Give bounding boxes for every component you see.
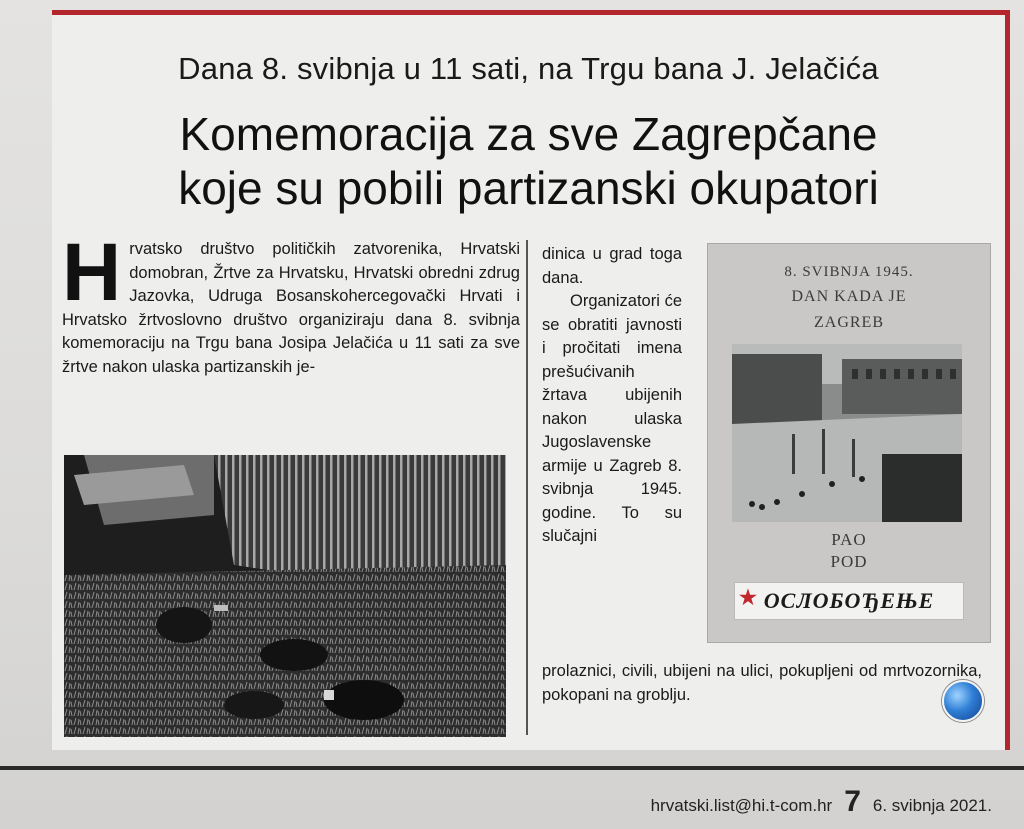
book-cover-line-4: PAO — [831, 530, 867, 549]
book-cover-stamp — [734, 582, 964, 620]
lead-text: rvatsko društvo političkih zatvorenika, Hrvatski domobran, Žrtve za Hrvatsku, Hrvatski obredni zdrug Jazovka, Udruga Bosanskohercegovački Hrvati i Hrvatsko žrtvoslovno društvo organiziraju dana 8. svibnja komemoraciju na Trgu bana Josipa Jelačića u 11 sati za sve žrtve nakon ulaska partizanskih je- — [62, 240, 520, 376]
bottom-text: prolaznici, civili, ubijeni na ulici, pokupljeni od mrtvozornika, pokopani na groblju. — [542, 662, 982, 704]
book-cover-photo — [732, 344, 962, 522]
middle-text-2: Organizatori će se obratiti javnosti i pročitati imena prešućivanih žrtava ubijenih nakon ulaska Jugoslavenske armije u Zagreb 8. svibnja 1945. godine. To su slučajni — [542, 292, 682, 545]
footer-date: 6. svibnja 2021. — [872, 796, 992, 815]
left-column — [62, 227, 520, 379]
archive-photo — [64, 455, 506, 737]
footer-rule — [0, 766, 1024, 770]
book-cover-line-5: POD — [830, 552, 868, 571]
book-cover-line-1: 8. SVIBNJA 1945. — [784, 264, 914, 280]
article-headline — [52, 107, 1005, 215]
bottom-text-block — [542, 660, 982, 707]
article-box — [52, 10, 1010, 750]
page-footer — [651, 785, 992, 819]
drop-cap: H — [62, 227, 122, 318]
red-star-icon: ★ — [739, 587, 758, 609]
lead-paragraph — [62, 227, 520, 379]
middle-text-1: dinica u grad toga dana. — [542, 245, 682, 287]
book-cover-line-2: DAN KADA JE — [791, 288, 907, 305]
footer-page-number: 7 — [844, 785, 861, 818]
globe-icon — [942, 680, 984, 722]
column-divider — [526, 240, 528, 735]
book-cover-line-3: ZAGREB — [814, 314, 884, 331]
footer-email: hrvatski.list@hi.t-com.hr — [650, 796, 833, 815]
middle-column — [542, 243, 682, 549]
book-cover-stamp-text: ОСЛОБОЂЕЊЕ — [763, 588, 935, 613]
headline-line-1: Komemoracija za sve Zagrepčane — [179, 108, 878, 160]
article-kicker: Dana 8. svibnja u 11 sati, na Trgu bana J. Jelačića — [178, 51, 879, 86]
archive-photo-image — [64, 455, 506, 737]
book-cover-photo-image — [732, 344, 962, 522]
headline-line-2: koje su pobili partizanski okupatori — [178, 162, 879, 214]
book-cover — [707, 243, 991, 643]
